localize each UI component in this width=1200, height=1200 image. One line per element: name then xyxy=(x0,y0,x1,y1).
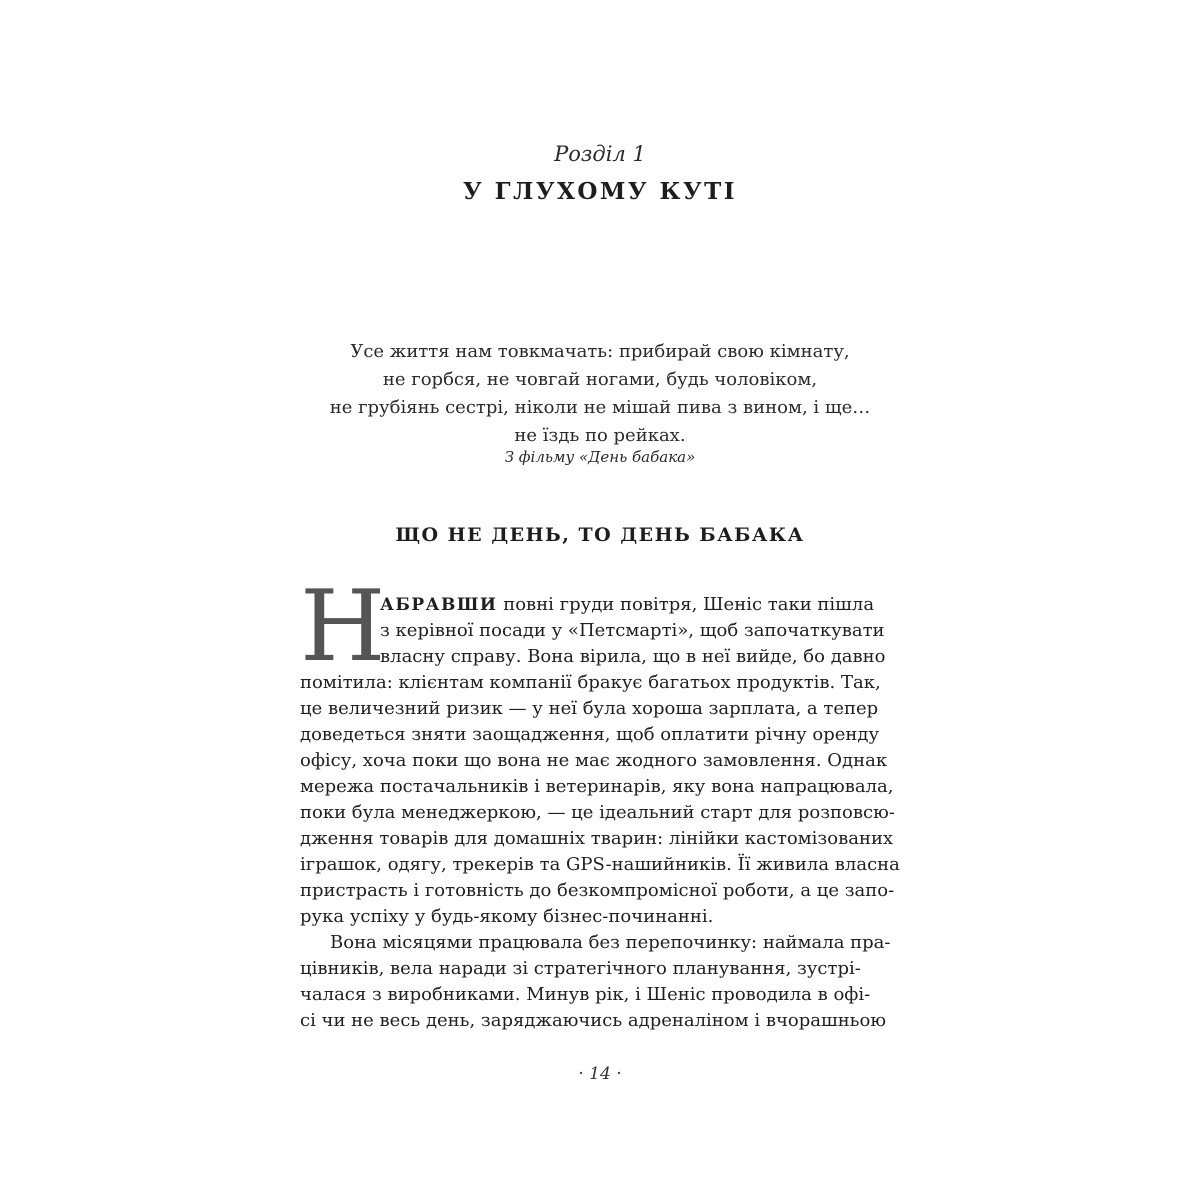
body-line: власну справу. Вона вірила, що в неї вийде, бо давно xyxy=(380,646,886,667)
page-number: · 14 · xyxy=(578,1064,622,1084)
body-line: доведеться зняти заощадження, щоб оплатити річну оренду xyxy=(300,724,880,745)
first-line-rest: повні груди повітря, Шеніс таки пішла xyxy=(497,594,875,615)
body-line: помітила: клієнтам компанії бракує багатьох продуктів. Так, xyxy=(300,672,881,693)
body-line: рука успіху у будь-якому бізнес-починанні. xyxy=(300,906,714,927)
epigraph-line: не їздь по рейках. xyxy=(514,425,686,446)
body-line: з керівної посади у «Петсмарті», щоб започаткувати xyxy=(380,620,885,641)
body-line: це величезний ризик — у неї була хороша зарплата, а тепер xyxy=(300,698,879,719)
body-line: іграшок, одягу, трекерів та GPS-нашийників. Її живила власна xyxy=(300,854,900,875)
body-line: цівників, вела наради зі стратегічного планування, зустрі- xyxy=(300,958,861,979)
epigraph-line: не горбся, не човгай ногами, будь чоловіком, xyxy=(382,369,818,390)
first-word-smallcaps: АБРАВШИ xyxy=(380,595,498,615)
body-line: Вона місяцями працювала без перепочинку: наймала пра- xyxy=(330,932,891,953)
chapter-title: У ГЛУХОМУ КУТІ xyxy=(462,178,738,205)
body-line: мережа постачальників і ветеринарів, яку вона напрацювала, xyxy=(300,776,894,797)
body-line: дження товарів для домашніх тварин: лінійки кастомізованих xyxy=(300,828,894,849)
body-line: поки була менеджеркою, — це ідеальний старт для розповсю- xyxy=(300,802,895,823)
chapter-label: Розділ 1 xyxy=(554,142,646,166)
epigraph-line: Усе життя нам товкмачать: прибирай свою кімнату, xyxy=(350,341,850,362)
drop-cap: Н xyxy=(300,570,386,684)
body-line: сі чи не весь день, заряджаючись адреналіном і вчорашньою xyxy=(300,1010,886,1031)
section-title: ЩО НЕ ДЕНЬ, ТО ДЕНЬ БАБАКА xyxy=(395,524,805,546)
epigraph-line: не грубіянь сестрі, ніколи не мішай пива з вином, і ще… xyxy=(329,397,871,418)
body-line-1 xyxy=(380,592,874,618)
epigraph xyxy=(0,338,1200,450)
body-line: пристрасть і готовність до безкомпромісної роботи, а це запо- xyxy=(300,880,895,901)
epigraph-source: З фільму «День бабака» xyxy=(504,448,696,466)
body-line: офісу, хоча поки що вона не має жодного замовлення. Однак xyxy=(300,750,888,771)
body-line: чалася з виробниками. Минув рік, і Шеніс проводила в офі- xyxy=(300,984,871,1005)
